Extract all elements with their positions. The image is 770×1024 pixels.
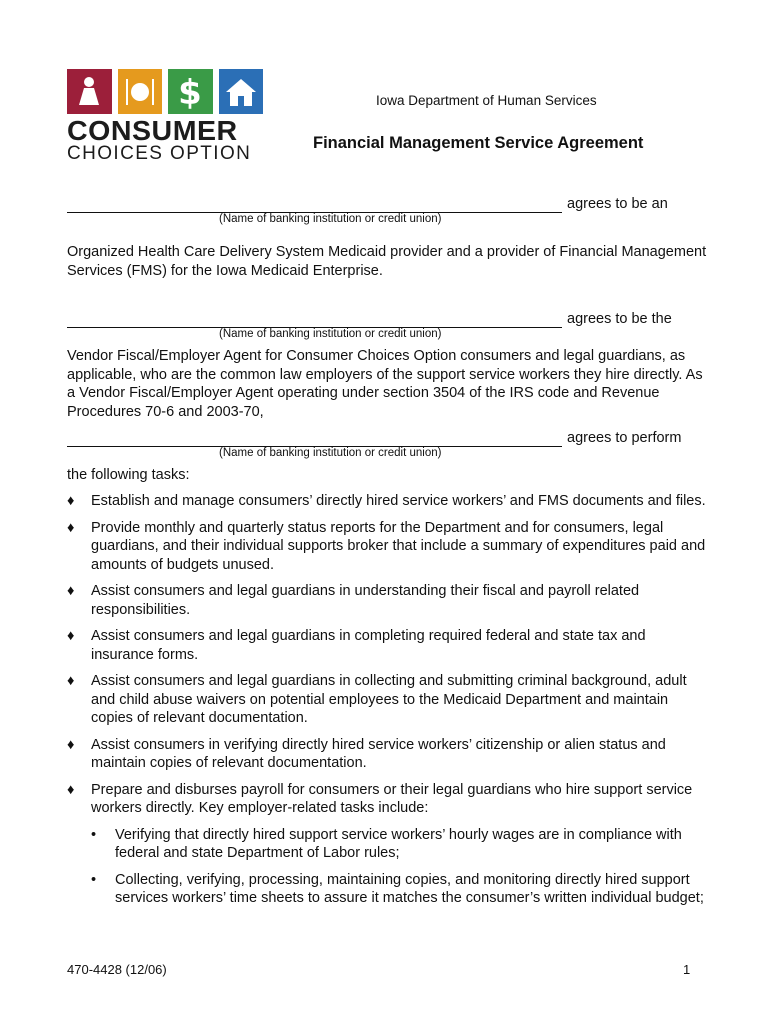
list-item: ♦ Assist consumers and legal guardians in completing required federal and state tax and insurance forms. — [67, 628, 646, 663]
blank-1-suffix: agrees to be an — [567, 196, 668, 212]
svg-text:$: $ — [178, 72, 203, 111]
diamond-bullet-icon: ♦ — [67, 628, 75, 644]
list-item: ♦ Prepare and disburses payroll for consumers or their legal guardians who hire support service workers directly. Key employer-related tasks include: • Verifying that directly hired support service workers’ hourly wages are in compliance with federal and state Department of Labor rules; • Collecting, verifying, processing, maintaining copies, and monitoring directly hired support services workers’ time sheets to assure it matches the consumer’s written individual budget; — [67, 781, 707, 908]
logo-word-choices-option: CHOICES OPTION — [67, 143, 252, 164]
sub-list-item: • Collecting, verifying, processing, maintaining copies, and monitoring directly hired support services workers’ time sheets to assure it matches the consumer’s written individual budget; — [91, 871, 704, 906]
diamond-bullet-icon: ♦ — [67, 583, 75, 599]
blank-2-suffix: agrees to be the — [567, 311, 672, 327]
dollar-icon — [168, 69, 213, 114]
diamond-bullet-icon: ♦ — [67, 493, 75, 509]
dot-bullet-icon: • — [91, 826, 97, 843]
page-title: Financial Management Service Agreement — [313, 134, 644, 152]
page-number: 1 — [683, 962, 691, 977]
diamond-bullet-icon: ♦ — [67, 673, 75, 689]
blank-1-caption: (Name of banking institution or credit union) — [219, 213, 442, 225]
list-item: ♦ Establish and manage consumers’ directly hired service workers’ and FMS documents and files. — [67, 493, 706, 509]
list-item: ♦ Provide monthly and quarterly status reports for the Department and for consumers, legal guardians, and their individual supports broker that include a summary of expenditures paid and amounts of budgets unused. — [67, 519, 706, 573]
plate-utensils-icon — [118, 69, 163, 114]
form-number: 470-4428 (12/06) — [67, 962, 167, 977]
paragraph-1: Organized Health Care Delivery System Medicaid provider and a provider of Financial Management Services (FMS) for the Iowa Medicaid Enterprise. — [67, 244, 707, 279]
consumer-choices-logo — [67, 69, 263, 164]
sub-list-item: • Verifying that directly hired support service workers’ hourly wages are in compliance with federal and state Department of Labor rules; — [91, 826, 682, 861]
house-icon — [219, 69, 264, 114]
subtask-list — [91, 826, 707, 908]
department-name: Iowa Department of Human Services — [376, 93, 597, 108]
logo-tiles — [67, 69, 263, 114]
blank-3-caption: (Name of banking institution or credit union) — [219, 447, 442, 459]
person-icon — [67, 69, 112, 114]
task-list — [67, 492, 707, 916]
dot-bullet-icon: • — [91, 871, 97, 888]
blank-2-caption: (Name of banking institution or credit union) — [219, 328, 442, 340]
blank-3-suffix: agrees to perform — [567, 430, 682, 446]
list-item: ♦ Assist consumers and legal guardians in collecting and submitting criminal background, adult and child abuse waivers on potential employees to the Medicaid Department and maintain copies of relevant documentation. — [67, 673, 687, 726]
diamond-bullet-icon: ♦ — [67, 736, 75, 753]
diamond-bullet-icon: ♦ — [67, 519, 75, 536]
paragraph-3: the following tasks: — [67, 467, 190, 483]
list-item: ♦ Assist consumers and legal guardians in understanding their fiscal and payroll related responsibilities. — [67, 583, 640, 618]
diamond-bullet-icon: ♦ — [67, 781, 75, 798]
list-item: ♦ Assist consumers in verifying directly hired service workers’ citizenship or alien status and maintain copies of relevant documentation. — [67, 736, 666, 771]
logo-word-consumer: CONSUMER — [67, 115, 238, 146]
paragraph-2: Vendor Fiscal/Employer Agent for Consumer Choices Option consumers and legal guardians, as applicable, who are the common law employers of the support service workers they hire directly. As a Vendor Fiscal/Employer Agent operating under section 3504 of the IRS code and Revenue Procedures 70-6 and 2003-70, — [67, 348, 703, 420]
